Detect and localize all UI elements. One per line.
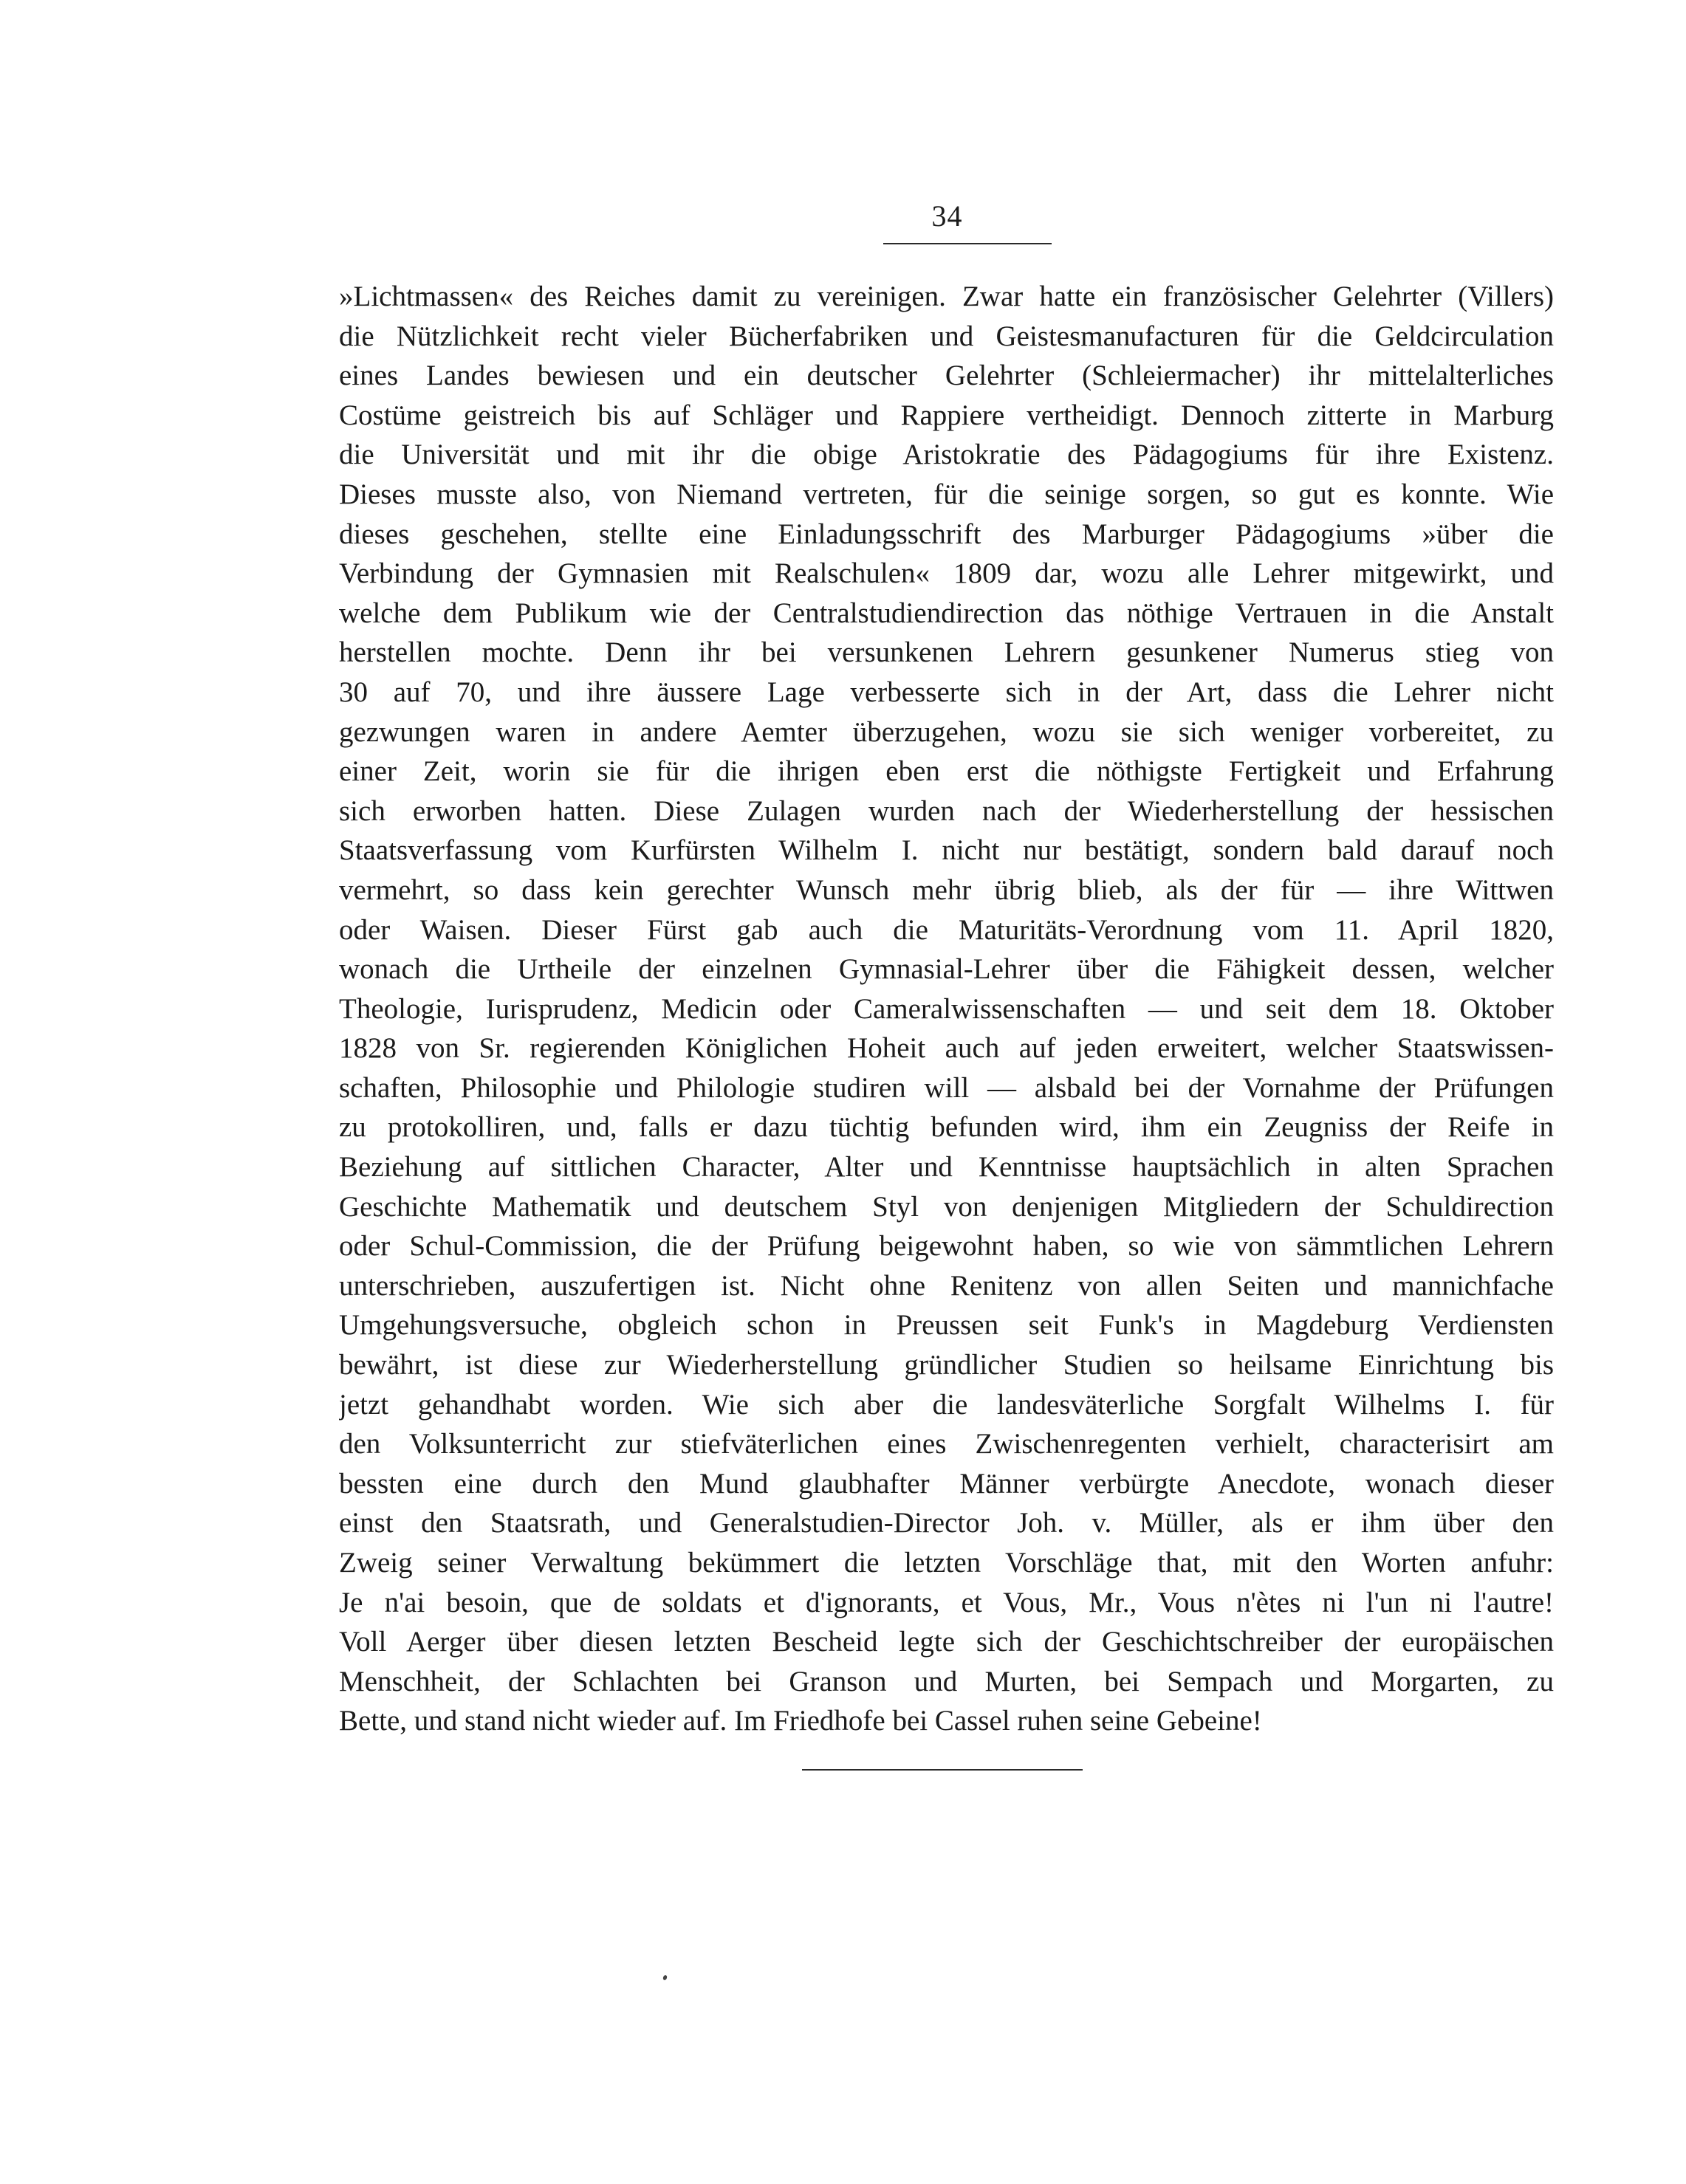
header-rule [883,243,1052,244]
end-rule [802,1769,1083,1771]
text-line: Geschichte Mathematik und deutschem Styl von denjenigen Mitgliedern der Schuldirection [339,1190,1554,1223]
text-line: zu protokolliren, und, falls er dazu tüchtig befunden wird, ihm ein Zeugniss der Reife in [339,1111,1554,1144]
text-line: Umgehungsversuche, obgleich schon in Preussen seit Funk's in Magdeburg Verdiensten [339,1309,1554,1342]
text-line: jetzt gehandhabt worden. Wie sich aber die landesväterliche Sorgfalt Wilhelms I. für [339,1388,1554,1421]
text-line: 30 auf 70, und ihre äussere Lage verbesserte sich in der Art, dass die Lehrer nicht [339,676,1554,708]
text-line: Staatsverfassung vom Kurfürsten Wilhelm I. nicht nur bestätigt, sondern bald darauf noch [339,834,1554,867]
text-line: vermehrt, so dass kein gerechter Wunsch mehr übrig blieb, als der für — ihre Wittwen [339,873,1554,906]
text-line: »Lichtmassen« des Reiches damit zu vereinigen. Zwar hatte ein französischer Gelehrter (Villers) [339,281,1554,312]
text-line: die Universität und mit ihr die obige Aristokratie des Pädagogiums für ihre Existenz. [339,439,1554,471]
text-line: dieses geschehen, stellte eine Einladungsschrift des Marburger Pädagogiums »über die [339,518,1554,550]
text-line: sich erworben hatten. Diese Zulagen wurden nach der Wiederherstellung der hessischen [339,794,1554,827]
text-line: die Nützlichkeit recht vieler Bücherfabriken und Geistesmanufacturen für die Geldcirculation [339,320,1554,352]
text-line: bessten eine durch den Mund glaubhafter Männer verbürgte Anecdote, wonach dieser [339,1467,1554,1500]
text-line: Theologie, Iurisprudenz, Medicin oder Cameralwissenschaften — und seit dem 18. Oktober [339,992,1554,1025]
text-line: Dieses musste also, von Niemand vertreten, für die seinige sorgen, so gut es konnte. Wie [339,478,1554,510]
text-line: Bette, und stand nicht wieder auf. Im Friedhofe bei Cassel ruhen seine Gebeine! [339,1705,1262,1737]
text-line: schaften, Philosophie und Philologie studiren will — alsbald bei der Vornahme der Prüfungen [339,1071,1554,1104]
text-line: herstellen mochte. Denn ihr bei versunkenen Lehrern gesunkener Numerus stieg von [339,636,1554,669]
text-line: oder Schul-Commission, die der Prüfung beigewohnt haben, so wie von sämmtlichen Lehrern [339,1230,1554,1263]
text-line: welche dem Publikum wie der Centralstudiendirection das nöthige Vertrauen in die Anstalt [339,597,1554,629]
text-line: 1828 von Sr. regierenden Königlichen Hoheit auch auf jeden erweitert, welcher Staatswissen- [339,1032,1554,1065]
page-number: 34 [931,199,963,233]
text-line: eines Landes bewiesen und ein deutscher Gelehrter (Schleiermacher) ihr mittelalterliches [339,360,1554,392]
text-line: den Volksunterricht zur stiefväterlichen eines Zwischenregenten verhielt, characterisirt am [339,1428,1554,1460]
text-line: Menschheit, der Schlachten bei Granson und Murten, bei Sempach und Morgarten, zu [339,1665,1554,1697]
text-line: Verbindung der Gymnasien mit Realschulen« 1809 dar, wozu alle Lehrer mitgewirkt, und [339,557,1554,590]
text-line: einst den Staatsrath, und Generalstudien-Director Joh. v. Müller, als er ihm über den [339,1507,1554,1539]
text-line: bewährt, ist diese zur Wiederherstellung gründlicher Studien so heilsame Einrichtung bis [339,1349,1554,1381]
ink-speck [662,1974,668,1980]
text-line: Je n'ai besoin, que de soldats et d'ignorants, et Vous, Mr., Vous n'ètes ni l'un ni l'autre! [339,1586,1554,1618]
body-text [339,277,1554,1741]
text-line: unterschrieben, auszufertigen ist. Nicht ohne Renitenz von allen Seiten und mannichfache [339,1269,1554,1302]
text-line: gezwungen waren in andere Aemter überzugehen, wozu sie sich weniger vorbereitet, zu [339,715,1554,748]
text-line: einer Zeit, worin sie für die ihrigen eben erst die nöthigste Fertigkeit und Erfahrung [339,755,1554,788]
text-line: Costüme geistreich bis auf Schläger und Rappiere vertheidigt. Dennoch zitterte in Marburg [339,399,1554,431]
text-line: oder Waisen. Dieser Fürst gab auch die Maturitäts-Verordnung vom 11. April 1820, [339,913,1554,946]
text-line: Voll Aerger über diesen letzten Bescheid legte sich der Geschichtschreiber der europäischen [339,1626,1554,1658]
text-line: Zweig seiner Verwaltung bekümmert die letzten Vorschläge that, mit den Worten anfuhr: [339,1547,1554,1579]
text-line: Beziehung auf sittlichen Character, Alter und Kenntnisse hauptsächlich in alten Sprachen [339,1151,1554,1184]
text-line: wonach die Urtheile der einzelnen Gymnasial-Lehrer über die Fähigkeit dessen, welcher [339,953,1554,986]
